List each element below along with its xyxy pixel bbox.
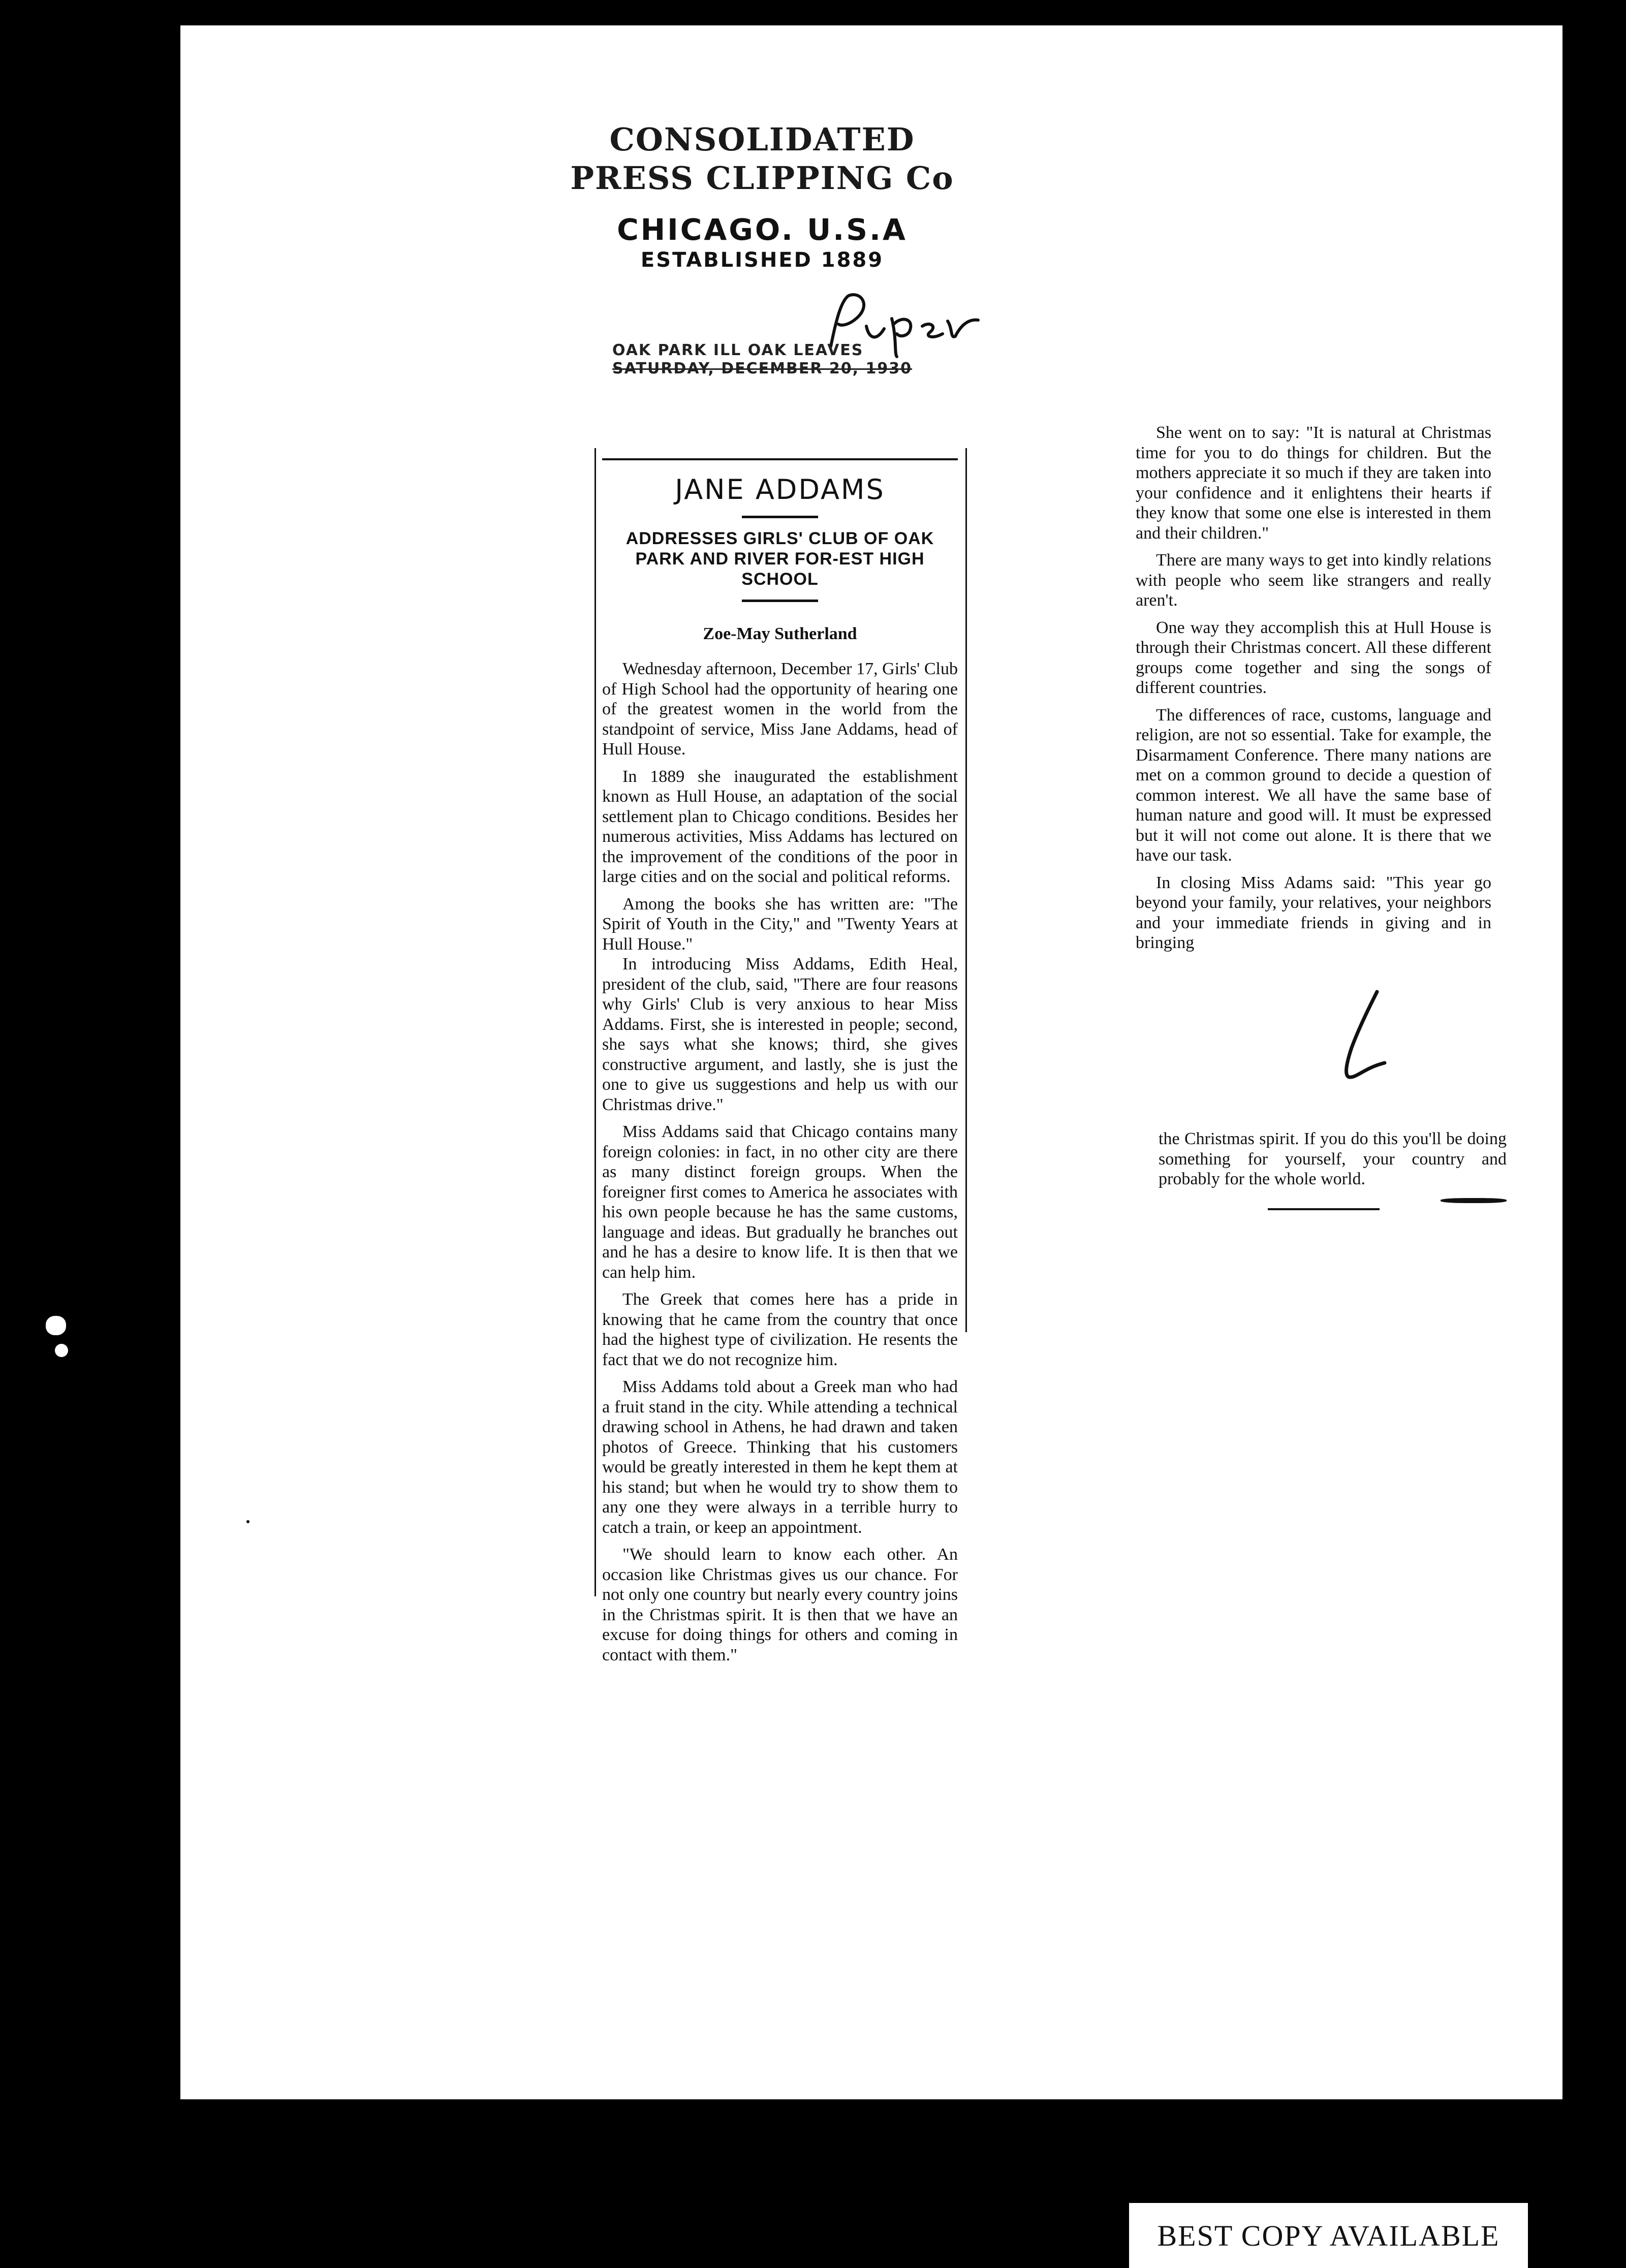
continuation-paragraph: There are many ways to get into kindly relations with people who seem like strangers and really aren't. <box>1136 551 1491 610</box>
scan-speck <box>55 1344 68 1357</box>
deck: ADDRESSES GIRLS' CLUB OF OAK PARK AND RIVER FOR-EST HIGH SCHOOL <box>626 529 934 589</box>
publication-date: SATURDAY, DECEMBER 20, 1930 <box>612 360 913 377</box>
continuation-paragraph: One way they accomplish this at Hull House is through their Christmas concert. All these different groups come together and sing the songs of different countries. <box>1136 618 1491 697</box>
headline-rule <box>602 458 958 460</box>
byline: Zoe-May Sutherland <box>703 624 857 643</box>
company-name-line1: CONSOLIDATED <box>609 121 915 158</box>
company-city: CHICAGO. U.S.A <box>617 212 908 247</box>
headline: JANE ADDAMS <box>675 474 885 506</box>
company-established: ESTABLISHED 1889 <box>640 248 884 272</box>
column-edge-left <box>595 448 596 1596</box>
article-paragraph: In introducing Miss Addams, Edith Heal, president of the club, said, "There are four reasons why Girls' Club is very anxious to hear Miss Addams. First, she is interested in people; second, she says what she knows; third, she gives constructive argument, and lastly, she is just the one to give us suggestions and help us with our Christmas drive." <box>602 955 958 1114</box>
handwritten-continuation-mark <box>1329 987 1400 1083</box>
article-paragraph: Miss Addams said that Chicago contains many foreign colonies: in fact, in no other city are there as many distinct foreign groups. When the foreigner first comes to America he associates with his own people because he has the same customs, language and ideas. But gradually he branches out and he has a desire to know life. It is then that we can help him. <box>602 1122 958 1282</box>
article-continuation <box>1136 423 1491 953</box>
scan-speck <box>46 1316 66 1335</box>
end-rule <box>1268 1208 1380 1210</box>
article-paragraph: In 1889 she inaugurated the establishment known as Hull House, an adaptation of the social settlement plan to Chicago conditions. Besides her numerous activities, Miss Addams has lectured on the improvement of the conditions of the poor in large cities and on the social and political reforms. <box>602 767 958 886</box>
publication-info <box>612 341 958 378</box>
article-paragraph: Wednesday afternoon, December 17, Girls' Club of High School had the opportunity of hearing one of the greatest women in the world from the standpoint of service, Miss Jane Addams, head of Hull House. <box>602 659 958 759</box>
article-paragraph: The Greek that comes here has a pride in knowing that he came from the country that once had the highest type of civilization. He resents the fact that we do not recognize him. <box>602 1290 958 1369</box>
final-block-edge <box>1095 1129 1098 1205</box>
continuation-paragraph: She went on to say: "It is natural at Christmas time for you to do things for children. But the mothers appreciate it so much if they are taken into your confidence and it enlightens their hearts if they know that some one else is interested in them and their children." <box>1136 423 1491 543</box>
column-edge-right <box>965 448 967 1332</box>
article-paragraph: "We should learn to know each other. An occasion like Christmas gives us our chance. For not only one country but nearly every country joins in the Christmas spirit. It is then that we have an excuse for doing things for others and coming in contact with them." <box>602 1545 958 1664</box>
publication-name: OAK PARK ILL OAK LEAVES <box>612 341 864 359</box>
final-paragraph: the Christmas spirit. If you do this you'll be doing something for yourself, your country and probably for the whole world. <box>1159 1129 1507 1188</box>
continuation-paragraph: In closing Miss Adams said: "This year go beyond your family, your relatives, your neighbors and your immediate friends in giving and in bringing <box>1136 873 1491 952</box>
article <box>602 458 958 1665</box>
company-name-line2: PRESS CLIPPING Co <box>570 160 954 197</box>
deck-rule <box>742 516 818 518</box>
article-paragraph: Miss Addams told about a Greek man who had a fruit stand in the city. While attending a technical drawing school in Athens, he had drawn and taken photos of Greece. Thinking that his customers would be greatly interested in them he kept them at his stand; but when he would try to show them to any one they were always in a terrible hurry to catch a train, or keep an appointment. <box>602 1377 958 1537</box>
continuation-paragraph: The differences of race, customs, language and religion, are not so essential. Take for example, the Disarmament Conference. There many nations are met on a common ground to decide a question of common interest. We all have the same base of human nature and good will. It must be expressed but it will not come out alone. It is there that we have our task. <box>1136 705 1491 865</box>
article-final <box>1159 1129 1507 1189</box>
byline-rule <box>742 600 818 602</box>
end-mark <box>1441 1198 1507 1203</box>
article-paragraph: Among the books she has written are: "The Spirit of Youth in the City," and "Twenty Years at Hull House." <box>602 894 958 954</box>
scan-speck <box>246 1520 249 1523</box>
scanned-page <box>180 25 1562 2099</box>
best-copy-stamp: BEST COPY AVAILABLE <box>1129 2203 1528 2268</box>
